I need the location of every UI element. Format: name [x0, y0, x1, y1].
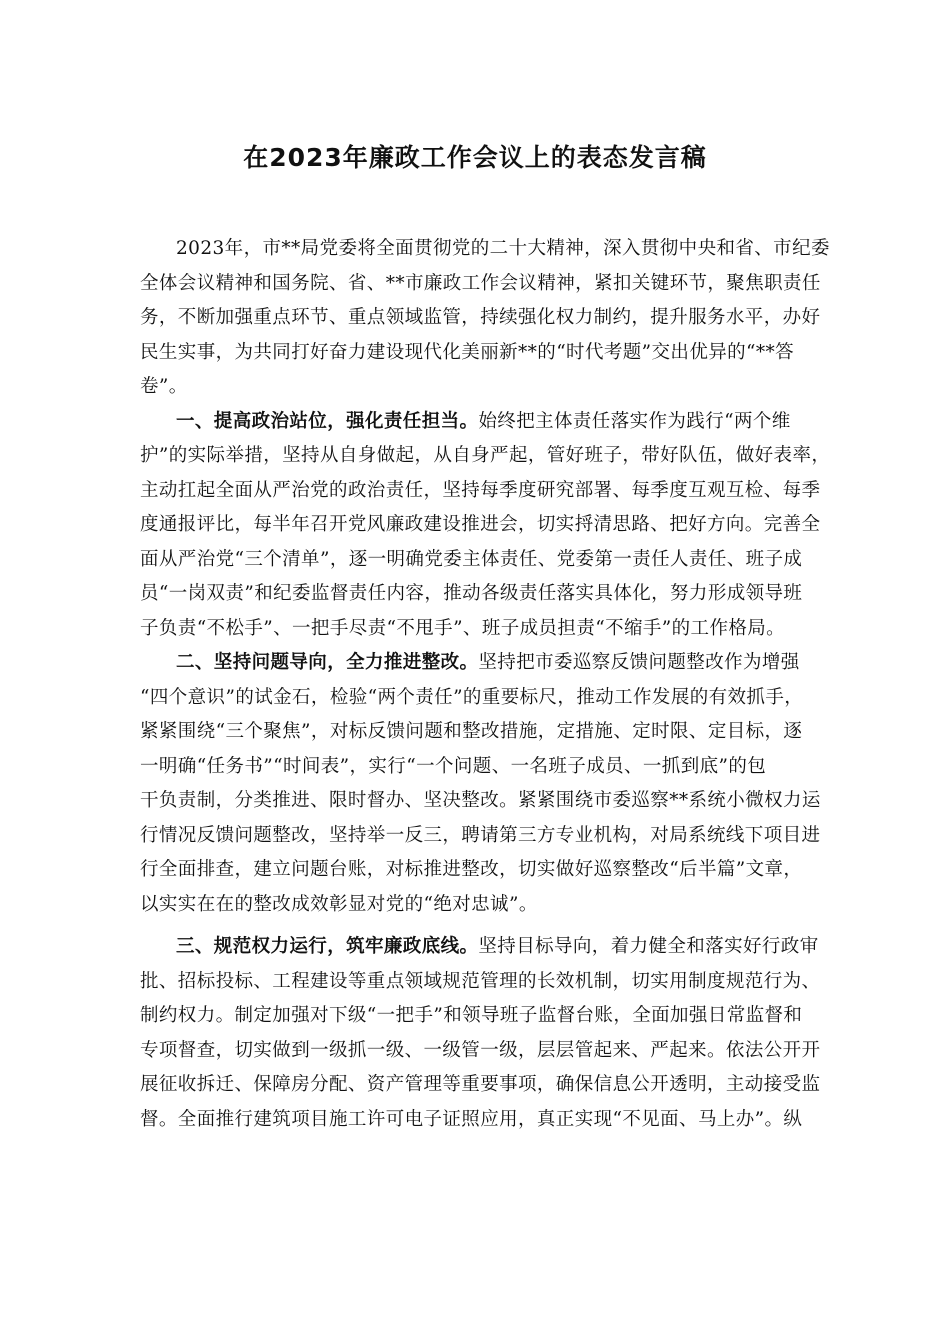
section1-line: 度通报评比，每半年召开党风廉政建设推进会，切实捋清思路、把好方向。完善全 — [140, 514, 821, 535]
section2-line: 以实实在在的整改成效彰显对党的“绝对忠诚”。 — [140, 893, 538, 915]
section2-first-line-text: 坚持把市委巡察反馈问题整改作为增强 — [478, 652, 800, 673]
intro-line: 全体会议精神和国务院、省、**市廉政工作会议精神，紧扣关键环节，聚焦职责任 — [140, 272, 821, 294]
section3-line: 批、招标投标、工程建设等重点领域规范管理的长效机制，切实用制度规范行为、 — [140, 970, 821, 992]
section2-line: 一明确“任务书”“时间表”，实行“一个问题、一名班子成员、一抓到底”的包 — [140, 755, 767, 777]
section3-first-line — [140, 930, 830, 965]
section1-line: 员“一岗双责”和纪委监督责任内容，推动各级责任落实具体化，努力形成领导班 — [140, 583, 803, 604]
section1-first-line — [140, 405, 830, 440]
document-title: 在2023年廉政工作会议上的表态发言稿 — [243, 143, 707, 172]
document-body — [140, 232, 830, 1137]
intro-line: 务，不断加强重点环节、重点领域监管，持续强化权力制约，提升服务水平，办好 — [140, 307, 821, 328]
section2-heading: 二、坚持问题导向，全力推进整改。 — [176, 652, 479, 673]
section3-line: 制约权力。制定加强对下级“一把手”和领导班子监督台账，全面加强日常监督和 — [140, 1005, 803, 1026]
section2-line: 紧紧围绕“三个聚焦”，对标反馈问题和整改措施，定措施、定时限、定目标，逐 — [140, 721, 803, 742]
section2-line: “四个意识”的试金石，检验“两个责任”的重要标尺，推动工作发展的有效抓手， — [140, 686, 804, 708]
section3-line: 督。全面推行建筑项目施工许可电子证照应用，真正实现“不见面、马上办”。纵 — [140, 1108, 803, 1130]
section3-line: 专项督查，切实做到一级抓一级、一级管一级，层层管起来、严起来。依法公开开 — [140, 1039, 821, 1061]
section1-line: 护”的实际举措，坚持从自身做起，从自身严起，管好班子，带好队伍，做好表率， — [140, 445, 831, 466]
intro-line: 民生实事，为共同打好奋力建设现代化美丽新**的“时代考题”交出优异的“**答 — [140, 341, 795, 363]
section2-line: 行全面排查，建立问题台账，对标推进整改，切实做好巡察整改“后半篇”文章， — [140, 859, 803, 880]
section1-line: 主动扛起全面从严治党的政治责任，坚持每季度研究部署、每季度互观互检、每季 — [140, 479, 821, 501]
section2-first-line — [140, 646, 830, 681]
section1-first-line-text: 始终把主体责任落实作为践行“两个维 — [478, 410, 791, 432]
section1-line: 子负责“不松手”、一把手尽责“不甩手”、班子成员担责“不缩手”的工作格局。 — [140, 617, 786, 639]
section3-first-line-text: 坚持目标导向，着力健全和落实好行政审 — [478, 936, 819, 957]
section3-heading: 三、规范权力运行，筑牢廉政底线。 — [176, 936, 479, 957]
section3-line: 展征收拆迁、保障房分配、资产管理等重要事项，确保信息公开透明，主动接受监 — [140, 1074, 821, 1095]
section1-heading: 一、提高政治站位，强化责任担当。 — [176, 410, 479, 432]
section2-line: 干负责制，分类推进、限时督办、坚决整改。紧紧围绕市委巡察**系统小微权力运 — [140, 790, 821, 811]
intro-line: 2023年，市**局党委将全面贯彻党的二十大精神，深入贯彻中央和省、市纪委 — [176, 238, 830, 259]
section1-line: 面从严治党“三个清单”，逐一明确党委主体责任、党委第一责任人责任、班子成 — [140, 548, 803, 570]
intro-line: 卷”。 — [140, 376, 188, 397]
section2-line: 行情况反馈问题整改，坚持举一反三，聘请第三方专业机构，对局系统线下项目进 — [140, 824, 821, 846]
